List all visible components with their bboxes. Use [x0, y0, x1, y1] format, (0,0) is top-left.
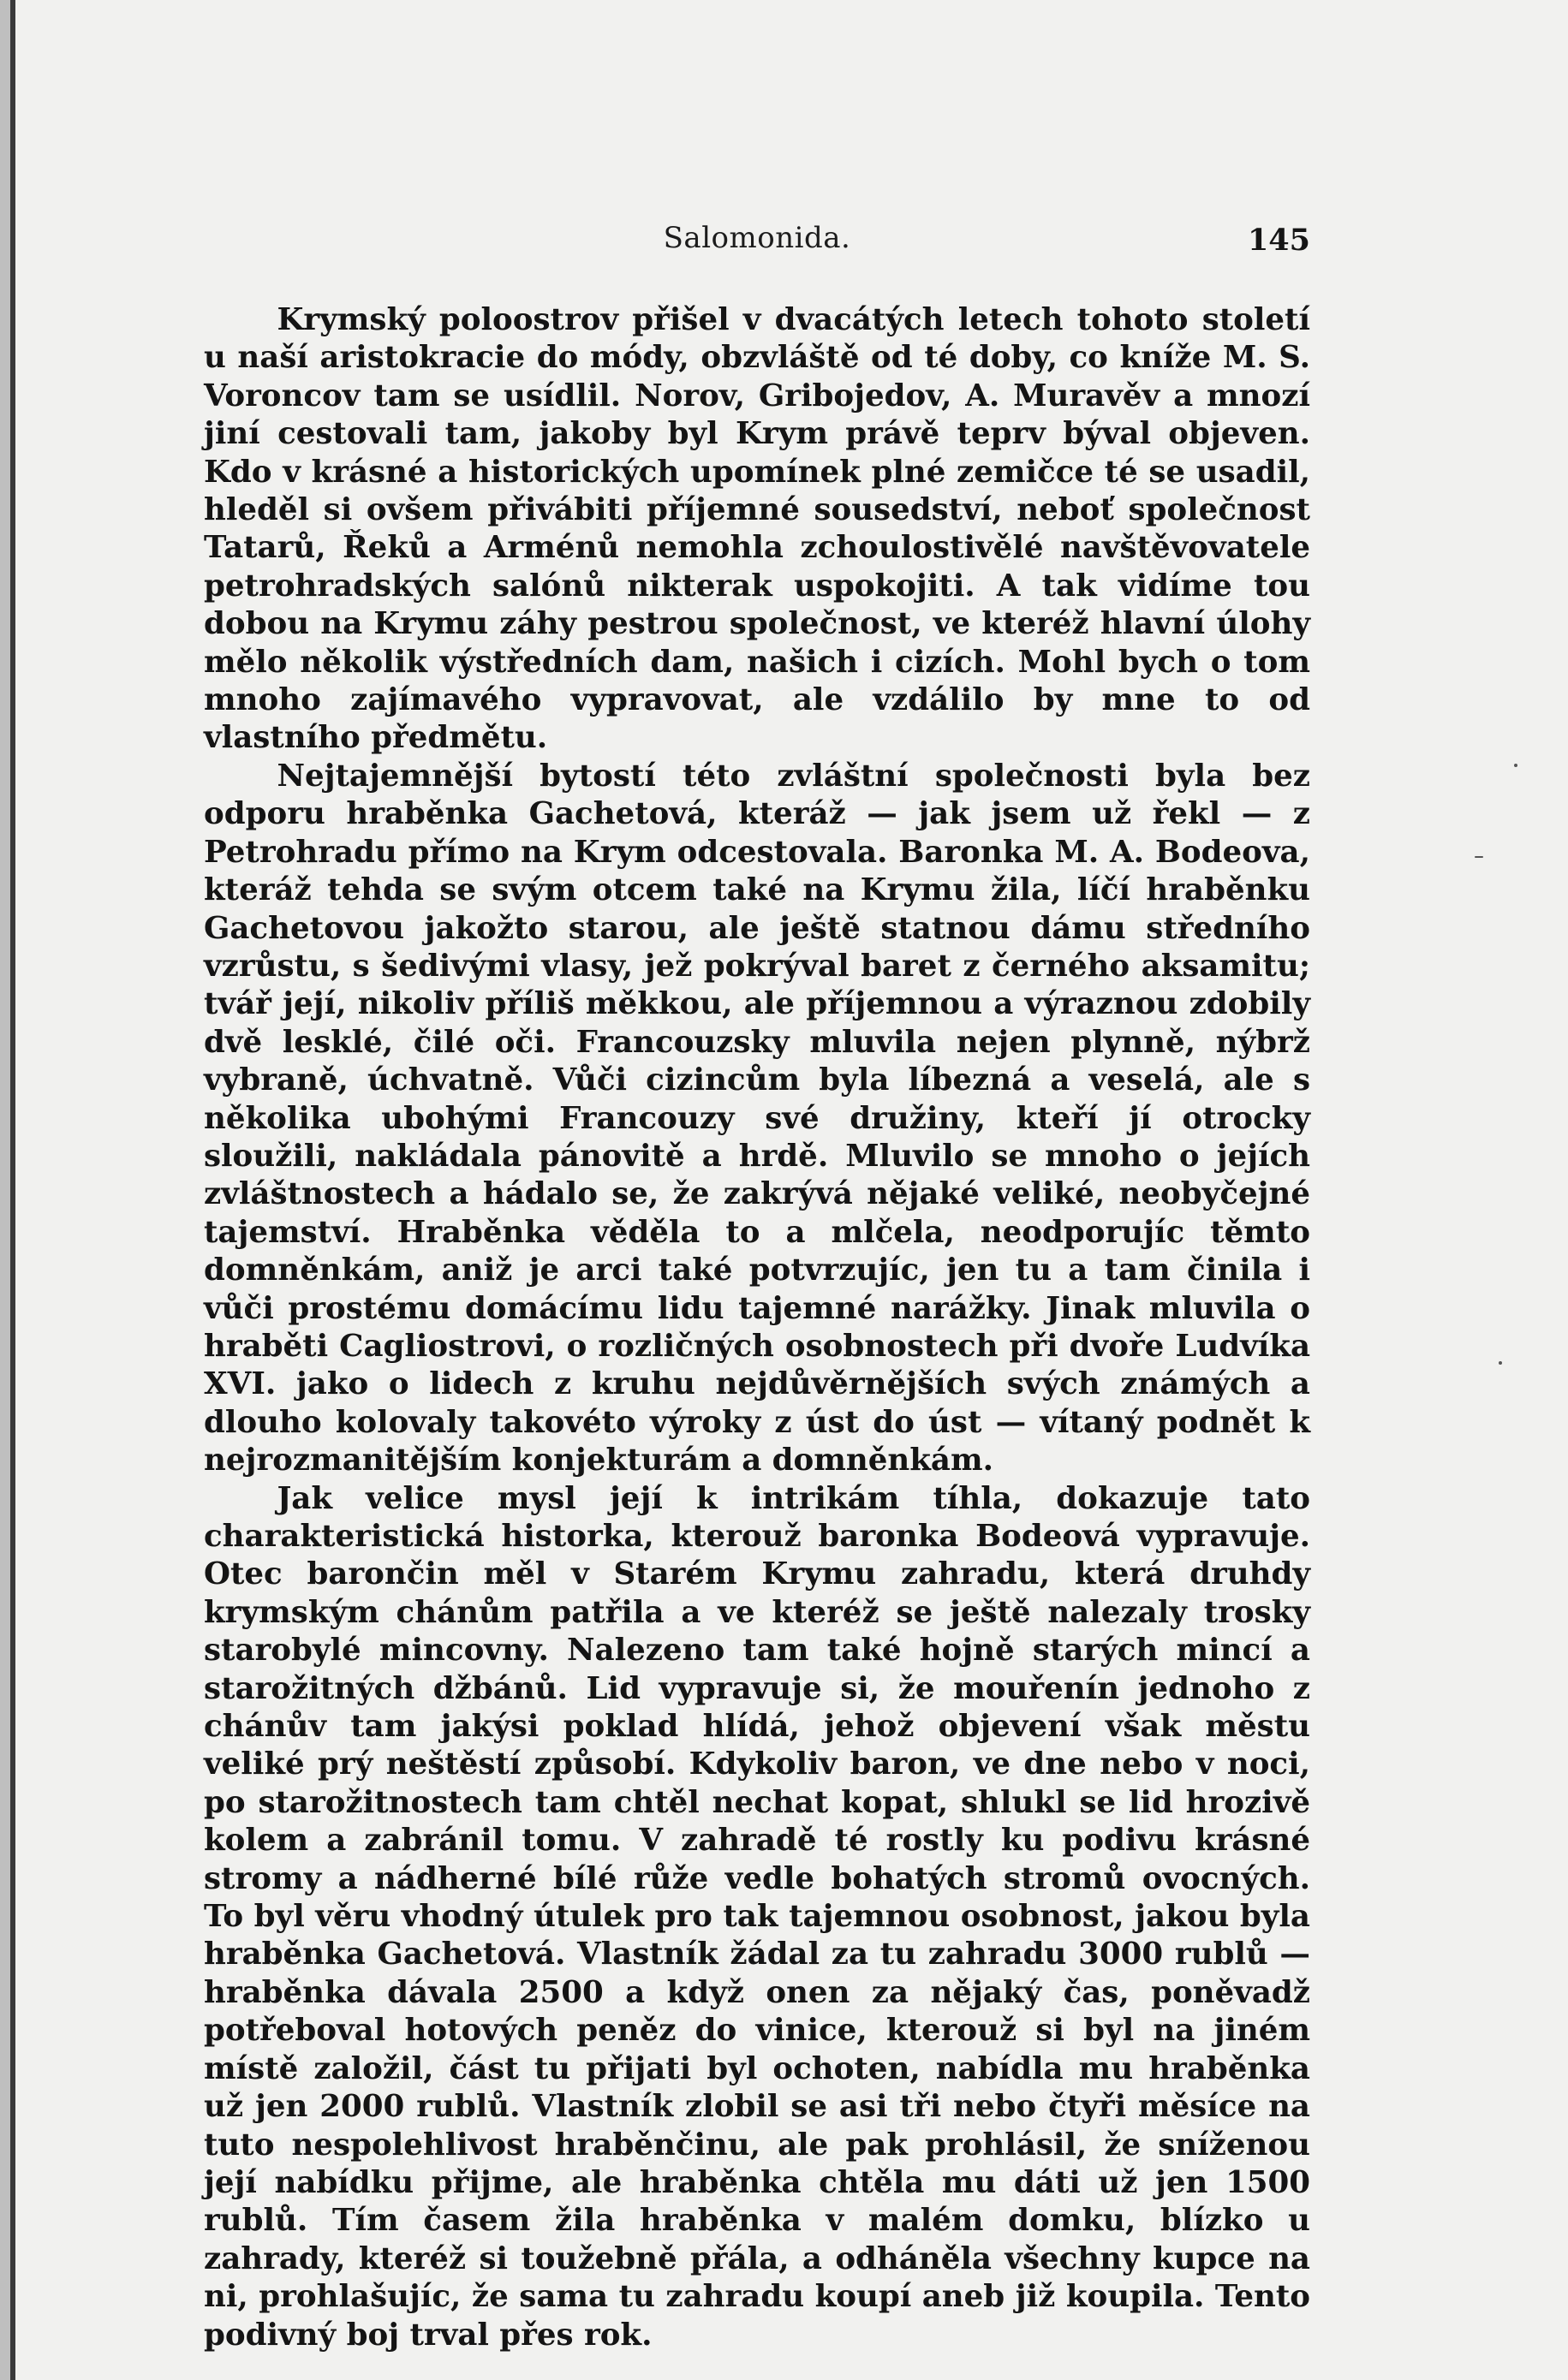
paragraph-3: Jak velice mysl její k intrikám tíhla, dokazuje tato charakteristická historka, kterouž baronka Bodeová vypravuje. Otec barončin měl v Starém Krymu zahradu, která druhdy krymským chánům patřila a ve kteréž se ještě nalezaly trosky starobylé mincovny. Nalezeno tam také hojně starých mincí a starožitných džbánů. Lid vypravuje si, že mouřenín jednoho z chánův tam jakýsi poklad hlídá, jehož objevení však městu veliké prý neštěstí způsobí. Kdykoliv baron, ve dne nebo v noci, po starožitnostech tam chtěl nechat kopat, shlukl se lid hrozivě kolem a zabránil tomu. V zahradě té rostly ku podivu krásné stromy a nádherné bílé růže vedle bohatých stromů ovocných. To byl věru vhodný útulek pro tak tajemnou osobnost, jakou byla hraběnka Gachetová. Vlastník žádal za tu zahradu 3000 rublů — hraběnka dávala 2500 a když onen za nějaký čas, poněvadž potřeboval hotových peněz do vinice, kterouž si byl na jiném místě založil, část tu přijati byl ochoten, nabídla mu hraběnka už jen 2000 rublů. Vlastník zlobil se asi tři nebo čtyři měsíce na tuto nespolehlivost hraběnčinu, ale pak prohlásil, že sníženou její nabídku přijme, ale hraběnka chtěla mu dáti už jen 1500 rublů. Tím časem žila hraběnka v malém domku, blízko u zahrady, kteréž si toužebně přála, a odháněla všechny kupce na ni, prohlašujíc, že sama tu zahradu koupí aneb již koupila. Tento podivný boj trval přes rok.	[204, 1480, 1310, 2353]
running-title: Salomonida.	[663, 221, 851, 255]
running-head	[204, 221, 1310, 264]
page-number: 145	[1247, 223, 1310, 258]
scan-speck	[1475, 856, 1483, 858]
paragraph-2: Nejtajemnější bytostí této zvláštní společnosti byla bez odporu hraběnka Gachetová, kteráž — jak jsem už řekl — z Petrohradu přímo na Krym odcestovala. Baronka M. A. Bodeova, kteráž tehda se svým otcem také na Krymu žila, líčí hraběnku Gachetovou jakožto starou, ale ještě statnou dámu středního vzrůstu, s šedivými vlasy, jež pokrýval baret z černého aksamitu; tvář její, nikoliv příliš měkkou, ale příjemnou a výraznou zdobily dvě lesklé, čilé oči. Francouzsky mluvila nejen plynně, nýbrž vybraně, úchvatně. Vůči cizincům byla líbezná a veselá, ale s několika ubohými Francouzy své družiny, kteří jí otrocky sloužili, nakládala pánovitě a hrdě. Mluvilo se mnoho o jejích zvláštnostech a hádalo se, že zakrývá nějaké veliké, neobyčejné tajemství. Hraběnka věděla to a mlčela, neodporujíc těmto domněnkám, aniž je arci také potvrzujíc, jen tu a tam činila i vůči prostému domácímu lidu tajemné narážky. Jinak mluvila o hraběti Cagliostrovi, o rozličných osobnostech při dvoře Ludvíka XVI. jako o lidech z kruhu nejdůvěrnějších svých známých a dlouho kolovaly takovéto výroky z úst do úst — vítaný podnět k nejrozmanitějším konjekturám a domněnkám.	[204, 758, 1310, 1479]
paragraph-1: Krymský poloostrov přišel v dvacátých letech tohoto století u naší aristokracie do módy, obzvláště od té doby, co kníže M. S. Voroncov tam se usídlil. Norov, Gribojedov, A. Muravěv a mnozí jiní cestovali tam, jakoby byl Krym právě teprv býval objeven. Kdo v krásné a historických upomínek plné zemičce té se usadil, hleděl si ovšem přivábiti příjemné sousedství, neboť společnost Tatarů, Řeků a Arménů nemohla zchoulostivělé navštěvovatele petrohradských salónů nikterak uspokojiti. A tak vidíme tou dobou na Krymu záhy pestrou společnost, ve kteréž hlavní úlohy mělo několik výstředních dam, našich i cizích. Mohl bych o tom mnoho zajímavého vypravovat, ale vzdálilo by mne to od vlastního předmětu.	[204, 302, 1310, 756]
scan-speck	[1514, 764, 1517, 767]
scan-speck	[1499, 1361, 1502, 1365]
body-text	[204, 301, 1310, 2353]
scan-binding-edge	[0, 0, 15, 2380]
